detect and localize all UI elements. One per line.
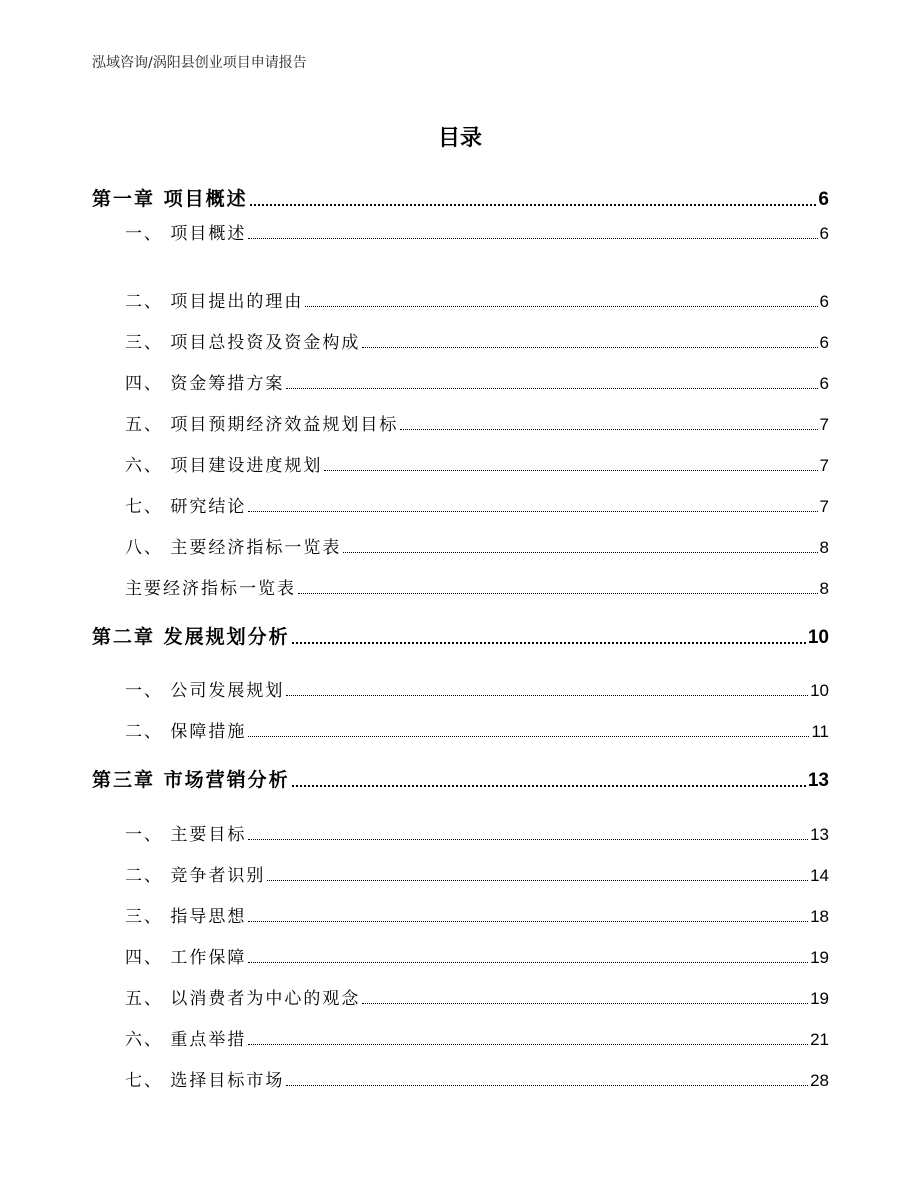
running-header: 泓域咨询/涡阳县创业项目申请报告 bbox=[92, 55, 307, 71]
toc-section[interactable] bbox=[125, 369, 829, 394]
toc-page: 7 bbox=[819, 497, 829, 516]
toc-page: 6 bbox=[819, 224, 829, 243]
toc-label: 七、 研究结论 bbox=[125, 497, 247, 517]
toc-label: 二、 竞争者识别 bbox=[125, 866, 266, 886]
toc-section[interactable] bbox=[125, 410, 829, 435]
toc-page: 6 bbox=[819, 374, 829, 393]
toc-leader bbox=[362, 1003, 808, 1004]
toc-label: 四、 工作保障 bbox=[125, 948, 247, 968]
toc-label: 一、 主要目标 bbox=[125, 825, 247, 845]
toc-leader bbox=[248, 736, 809, 737]
toc-page: 13 bbox=[810, 825, 829, 844]
toc-label: 六、 项目建设进度规划 bbox=[125, 456, 323, 476]
toc-leader bbox=[298, 593, 818, 594]
toc-label: 五、 项目预期经济效益规划目标 bbox=[125, 415, 399, 435]
toc-label: 主要经济指标一览表 bbox=[125, 579, 296, 599]
toc-label: 七、 选择目标市场 bbox=[125, 1071, 285, 1091]
toc-page: 8 bbox=[819, 579, 829, 598]
toc-leader bbox=[400, 429, 817, 430]
toc-leader bbox=[248, 511, 817, 512]
toc-page: 10 bbox=[807, 627, 829, 648]
toc-section[interactable] bbox=[125, 861, 829, 886]
toc-page: 11 bbox=[811, 722, 829, 741]
toc-leader bbox=[324, 470, 817, 471]
toc-section[interactable] bbox=[125, 676, 829, 701]
toc-leader bbox=[286, 388, 817, 389]
toc-label: 三、 指导思想 bbox=[125, 907, 247, 927]
toc-page: 7 bbox=[819, 456, 829, 475]
toc-label: 八、 主要经济指标一览表 bbox=[125, 538, 342, 558]
page-title: 目录 bbox=[437, 126, 482, 151]
toc-label: 二、 保障措施 bbox=[125, 722, 247, 742]
toc-leader bbox=[248, 839, 808, 840]
toc-label: 一、 项目概述 bbox=[125, 224, 247, 244]
toc-section[interactable] bbox=[125, 820, 829, 845]
toc-label: 三、 项目总投资及资金构成 bbox=[125, 333, 361, 353]
toc-section[interactable] bbox=[125, 574, 829, 599]
toc-leader bbox=[248, 962, 808, 963]
toc-page: 21 bbox=[810, 1030, 829, 1049]
toc-leader bbox=[305, 306, 817, 307]
toc-page: 6 bbox=[818, 189, 829, 210]
toc-section[interactable] bbox=[125, 717, 829, 742]
toc-page: 10 bbox=[810, 681, 829, 700]
toc-leader bbox=[286, 695, 808, 696]
toc-page: 8 bbox=[819, 538, 829, 557]
toc-section[interactable] bbox=[125, 451, 829, 476]
toc-section[interactable] bbox=[125, 943, 829, 968]
toc-page: 19 bbox=[810, 989, 829, 1008]
toc-section[interactable] bbox=[125, 902, 829, 927]
toc-section[interactable] bbox=[125, 287, 829, 312]
toc-label: 第一章 项目概述 bbox=[92, 188, 248, 210]
toc-label: 四、 资金筹措方案 bbox=[125, 374, 285, 394]
toc-label: 六、 重点举措 bbox=[125, 1030, 247, 1050]
toc-leader bbox=[248, 1044, 808, 1045]
toc-label: 五、 以消费者为中心的观念 bbox=[125, 989, 361, 1009]
toc-page: 28 bbox=[810, 1071, 829, 1090]
toc-page: 19 bbox=[810, 948, 829, 967]
toc-leader bbox=[248, 921, 808, 922]
toc-page: 18 bbox=[810, 907, 829, 926]
toc-section[interactable] bbox=[125, 1025, 829, 1050]
toc-label: 第三章 市场营销分析 bbox=[92, 769, 290, 791]
toc-section[interactable] bbox=[125, 1066, 829, 1091]
toc-leader bbox=[292, 642, 806, 644]
toc-chapter-3[interactable] bbox=[92, 765, 829, 792]
toc-leader bbox=[343, 552, 817, 553]
toc-section[interactable] bbox=[125, 984, 829, 1009]
toc-section[interactable] bbox=[125, 328, 829, 353]
toc-leader bbox=[250, 204, 817, 206]
toc-chapter-1[interactable] bbox=[92, 184, 829, 211]
toc-leader bbox=[248, 238, 817, 239]
toc-page: 7 bbox=[819, 415, 829, 434]
toc-page: 6 bbox=[819, 292, 829, 311]
toc-leader bbox=[362, 347, 817, 348]
toc-section[interactable] bbox=[125, 492, 829, 517]
toc-page: 13 bbox=[807, 770, 829, 791]
toc-label: 第二章 发展规划分析 bbox=[92, 626, 290, 648]
toc-leader bbox=[292, 785, 806, 787]
toc-label: 一、 公司发展规划 bbox=[125, 681, 285, 701]
toc-chapter-2[interactable] bbox=[92, 622, 829, 649]
toc-page: 14 bbox=[810, 866, 829, 885]
toc-label: 二、 项目提出的理由 bbox=[125, 292, 304, 312]
toc-page: 6 bbox=[819, 333, 829, 352]
toc-section[interactable] bbox=[125, 533, 829, 558]
toc-section[interactable] bbox=[125, 219, 829, 244]
toc-leader bbox=[286, 1085, 808, 1086]
toc-leader bbox=[267, 880, 808, 881]
